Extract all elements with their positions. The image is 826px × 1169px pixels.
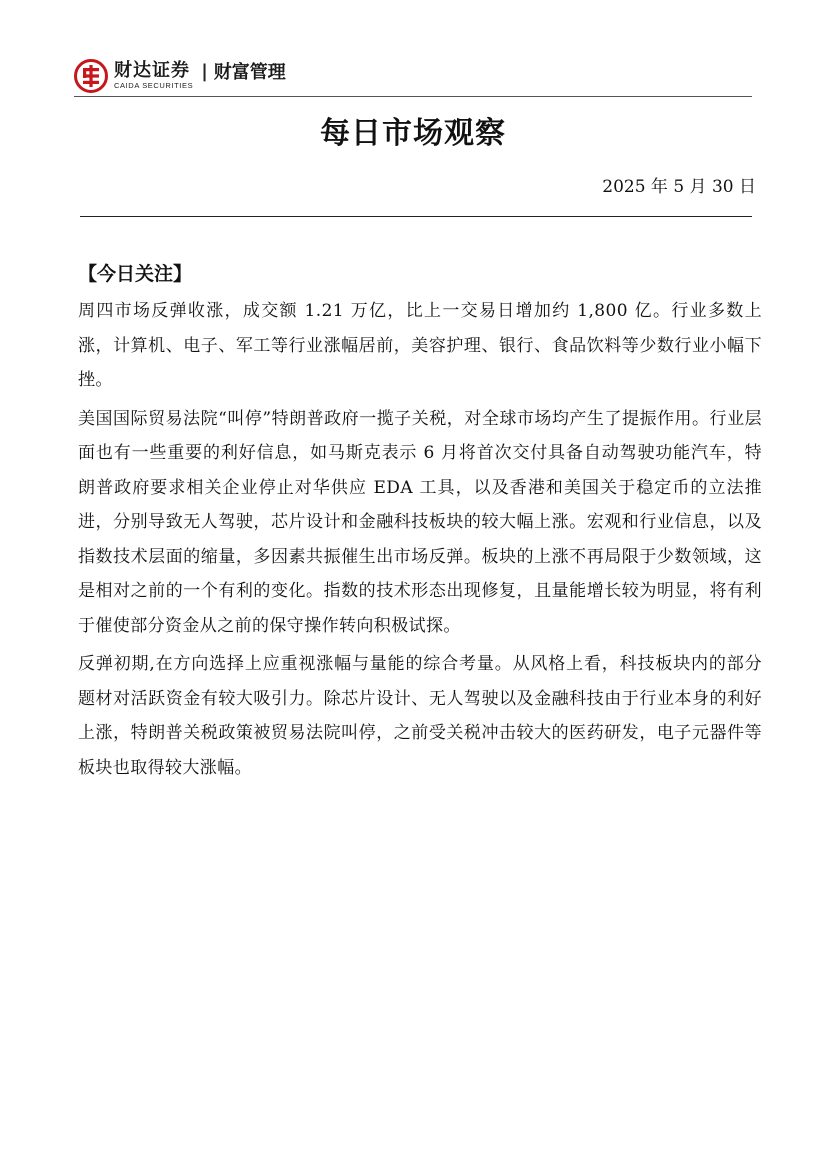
paragraph: 周四市场反弹收涨，成交额 1.21 万亿，比上一交易日增加约 1,800 亿。行业多数上涨，计算机、电子、军工等行业涨幅居前，美容护理、银行、食品饮料等少数行业小幅下挫。	[78, 301, 762, 390]
document-date: 2025 年 5 月 30 日	[602, 177, 756, 197]
paragraph: 美国国际贸易法院“叫停”特朗普政府一揽子关税，对全球市场均产生了提振作用。行业层面也有一些重要的利好信息，如马斯克表示 6 月将首次交付具备自动驾驶功能汽车，特朗普政府要求相关企业停止对华供应 EDA 工具，以及香港和美国关于稳定币的立法推进，分别导致无人驾驶，芯片设计和金融科技板块的较大幅上涨。宏观和行业信息，以及指数技术层面的缩量，多因素共振催生出市场反弹。板块的上涨不再局限于少数领域，这是相对之前的一个有利的变化。指数的技术形态出现修复，且量能增长较为明显，将有利于催使部分资金从之前的保守操作转向积极试探。	[78, 408, 762, 636]
document-title: 每日市场观察	[320, 116, 506, 151]
section-heading: 【今日关注】	[78, 263, 193, 285]
logo-company-name-en: CAIDA SECURITIES	[114, 81, 194, 90]
company-logo	[74, 58, 286, 94]
logo-company-name: 财达证券	[114, 60, 190, 81]
logo-text	[114, 61, 193, 91]
title-divider	[80, 216, 752, 217]
logo-separator: |	[201, 61, 208, 82]
header-divider	[74, 96, 752, 97]
report-body	[78, 258, 762, 789]
logo-division: 财富管理	[213, 62, 286, 83]
paragraph: 反弹初期,在方向选择上应重视涨幅与量能的综合考量。从风格上看，科技板块内的部分题材对活跃资金有较大吸引力。除芯片设计、无人驾驶以及金融科技由于行业本身的利好上涨，特朗普关税政策被贸易法院叫停，之前受关税冲击较大的医药研发，电子元器件等板块也取得较大涨幅。	[78, 654, 762, 778]
caida-logo-icon	[74, 59, 108, 93]
